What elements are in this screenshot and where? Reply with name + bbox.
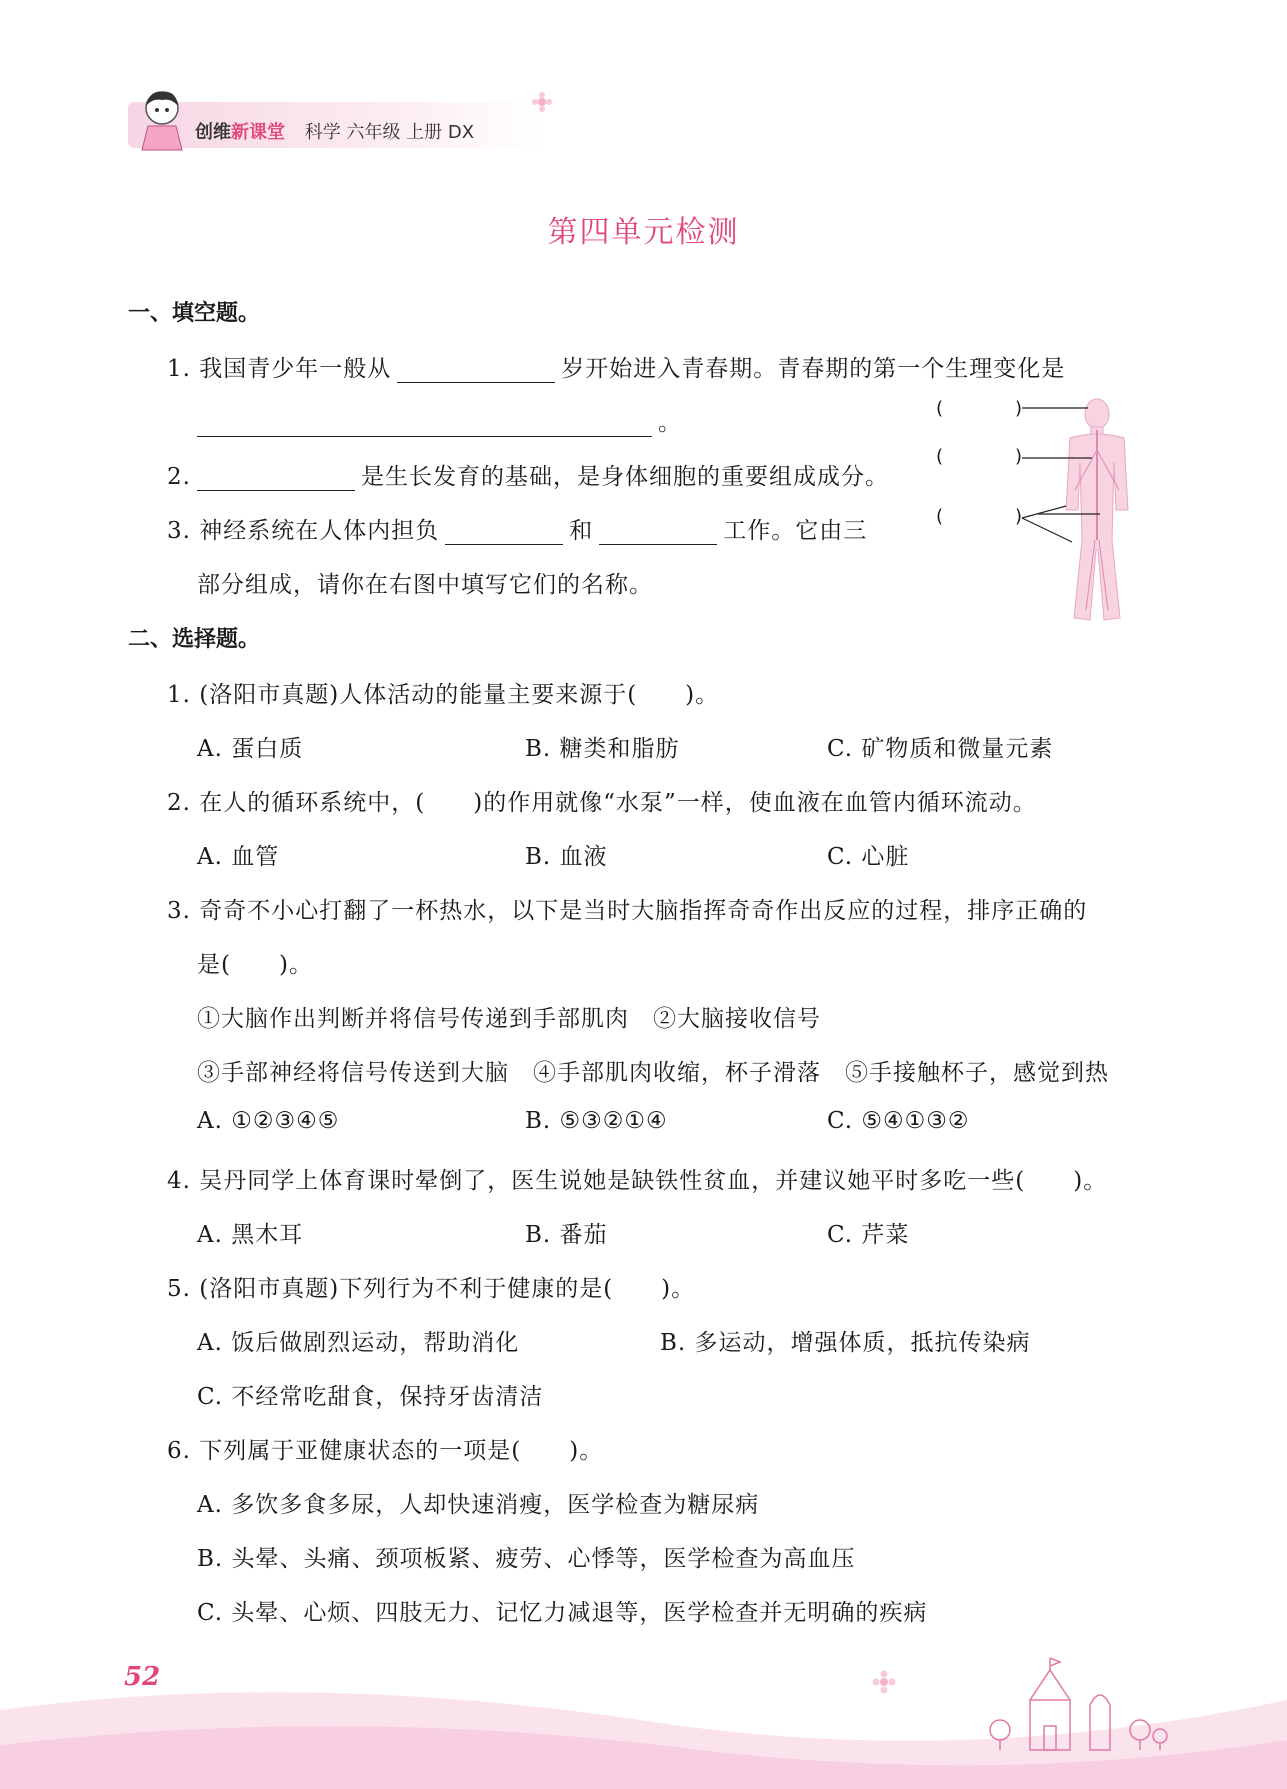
q4-option-b[interactable]: B. 番茄 — [525, 1222, 608, 1248]
brand-name-part2: 新课堂 — [231, 122, 285, 143]
header-text — [195, 118, 474, 144]
q5-option-a[interactable]: A. 饭后做剧烈运动，帮助消化 — [197, 1330, 520, 1356]
q1-text-b: 岁开始进入青春期。青春期的第一个生理变化是 — [561, 356, 1066, 382]
q2-option-c[interactable]: C. 心脏 — [827, 844, 910, 870]
q3-text-b: 和 — [569, 518, 594, 544]
question-2-3-line2: 是( )。 — [197, 952, 313, 978]
figure-label-brain — [936, 398, 1022, 419]
castle-icon — [960, 1650, 1180, 1760]
subject-info: 科学 六年级 上册 DX — [304, 122, 475, 143]
q5-option-b[interactable]: B. 多运动，增强体质，抵抗传染病 — [660, 1330, 1031, 1356]
q6-option-b[interactable]: B. 头晕、头痛、颈项板紧、疲劳、心悸等，医学检查为高血压 — [197, 1546, 856, 1572]
q3-option-a[interactable]: A. ①②③④⑤ — [197, 1108, 340, 1134]
q2-option-a[interactable]: A. 血管 — [197, 844, 280, 870]
answer-blank[interactable] — [599, 522, 717, 545]
q6-option-c[interactable]: C. 头晕、心烦、四肢无力、记忆力减退等，医学检查并无明确的疾病 — [197, 1600, 928, 1626]
paren-open: ( — [936, 446, 944, 467]
question-1-1 — [167, 350, 1065, 383]
q3-option-b[interactable]: B. ⑤③②①④ — [525, 1108, 668, 1134]
question-1-3-line2: 部分组成，请你在右图中填写它们的名称。 — [197, 572, 653, 598]
brand-name-part1: 创维 — [195, 122, 231, 143]
answer-blank[interactable] — [197, 468, 355, 491]
paren-close: ) — [1015, 446, 1023, 467]
answer-blank[interactable] — [397, 360, 555, 383]
q5-option-c[interactable]: C. 不经常吃甜食，保持牙齿清洁 — [197, 1384, 544, 1410]
q2-text: 是生长发育的基础，是身体细胞的重要组成成分。 — [360, 464, 889, 490]
q1-option-b[interactable]: B. 糖类和脂肪 — [525, 736, 680, 762]
q3-steps-line1: ①大脑作出判断并将信号传递到手部肌肉 ②大脑接收信号 — [197, 1006, 821, 1032]
q4-option-a[interactable]: A. 黑木耳 — [197, 1222, 304, 1248]
question-2-1: 1. (洛阳市真题)人体活动的能量主要来源于( )。 — [167, 682, 720, 708]
paren-close: ) — [1015, 398, 1023, 419]
q3-option-c[interactable]: C. ⑤④①③② — [827, 1108, 970, 1134]
paren-open: ( — [936, 398, 944, 419]
section2-heading: 二、选择题。 — [128, 627, 261, 652]
question-1-2 — [167, 458, 889, 491]
answer-blank[interactable] — [445, 522, 563, 545]
section1-heading: 一、填空题。 — [128, 301, 261, 326]
q3-text-c: 工作。它由三 — [723, 518, 868, 544]
q2-number: 2. — [167, 464, 191, 490]
q2-option-b[interactable]: B. 血液 — [525, 844, 608, 870]
q1-end: 。 — [658, 410, 682, 436]
q3-steps-line2: ③手部神经将信号传送到大脑 ④手部肌肉收缩，杯子滑落 ⑤手接触杯子，感觉到热 — [197, 1060, 1109, 1086]
page-number: 52 — [124, 1662, 161, 1692]
paren-close: ) — [1015, 506, 1023, 527]
figure-label-spinal-cord — [936, 446, 1022, 467]
paren-open: ( — [936, 506, 944, 527]
question-2-2: 2. 在人的循环系统中，( )的作用就像“水泵”一样，使血液在血管内循环流动。 — [167, 790, 1037, 816]
question-1-1-line2 — [197, 404, 682, 437]
q6-option-a[interactable]: A. 多饮多食多尿，人却快速消瘦，医学检查为糖尿病 — [197, 1492, 760, 1518]
question-2-4: 4. 吴丹同学上体育课时晕倒了，医生说她是缺铁性贫血，并建议她平时多吃一些( )。 — [167, 1168, 1108, 1194]
question-2-5: 5. (洛阳市真题)下列行为不利于健康的是( )。 — [167, 1276, 696, 1302]
flower-icon — [872, 1670, 896, 1694]
question-1-3 — [167, 512, 867, 545]
answer-blank[interactable] — [197, 414, 652, 437]
q3-text-a: 3. 神经系统在人体内担负 — [167, 518, 440, 544]
mascot-girl-icon — [126, 80, 198, 152]
q1-option-c[interactable]: C. 矿物质和微量元素 — [827, 736, 1054, 762]
q4-option-c[interactable]: C. 芹菜 — [827, 1222, 910, 1248]
nervous-system-figure — [930, 390, 1150, 630]
page-title: 第四单元检测 — [547, 215, 740, 250]
figure-label-nerves — [936, 506, 1022, 527]
question-2-3: 3. 奇奇不小心打翻了一杯热水，以下是当时大脑指挥奇奇作出反应的过程，排序正确的 — [167, 898, 1088, 924]
question-2-6: 6. 下列属于亚健康状态的一项是( )。 — [167, 1438, 604, 1464]
flower-icon — [532, 92, 552, 112]
q1-text-a: 1. 我国青少年一般从 — [167, 356, 392, 382]
q1-option-a[interactable]: A. 蛋白质 — [197, 736, 304, 762]
